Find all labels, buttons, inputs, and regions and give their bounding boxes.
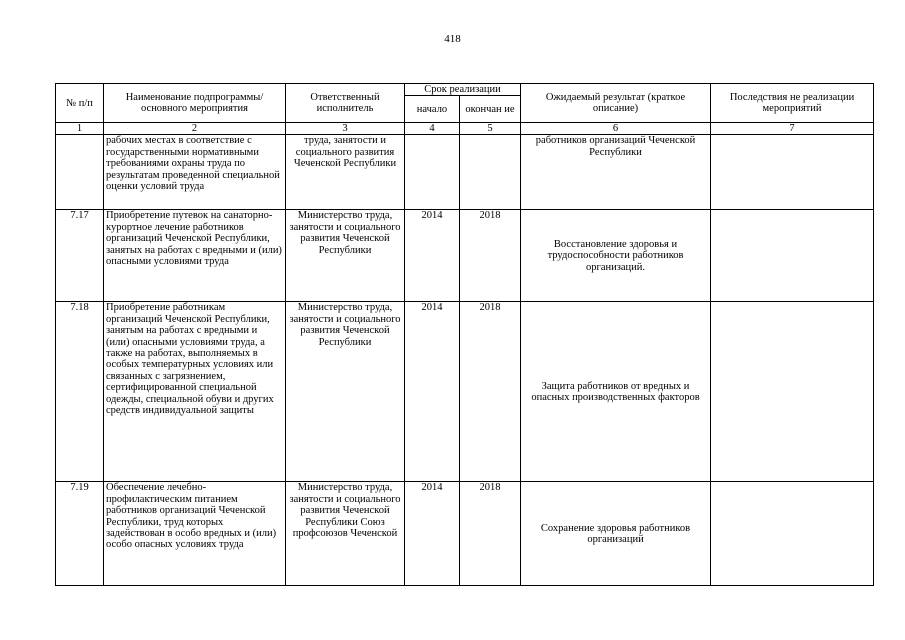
table-row — [56, 210, 874, 302]
row-num: 7.19 — [56, 482, 104, 586]
row-num: 7.18 — [56, 302, 104, 482]
col-number: 4 — [405, 123, 460, 135]
col-number: 1 — [56, 123, 104, 135]
col-number: 6 — [521, 123, 711, 135]
row-consequences — [711, 482, 874, 586]
row-executor: Министерство труда, занятости и социального развития Чеченской Республики — [286, 210, 405, 302]
row-start: 2014 — [405, 482, 460, 586]
header-start: начало — [405, 96, 460, 123]
row-result: Сохранение здоровья работников организаций — [521, 482, 711, 586]
header-executor: Ответственный исполнитель — [286, 84, 405, 123]
row-name: Приобретение работникам организаций Чеченской Республики, занятым на работах с вредными и (или) опасными условиями труда, а также на работах, выполняемых в особых температурных условиях или связанных с загрязнением, сертифицированной специальной одежды, специальной обуви и других средств индивидуальной защиты — [104, 302, 286, 482]
row-end — [460, 135, 521, 210]
header-result: Ожидаемый результат (краткое описание) — [521, 84, 711, 123]
row-end: 2018 — [460, 302, 521, 482]
row-consequences — [711, 210, 874, 302]
header-period: Срок реализации — [405, 84, 521, 96]
col-number: 5 — [460, 123, 521, 135]
row-executor: Министерство труда, занятости и социального развития Чеченской Республики — [286, 302, 405, 482]
row-name: Обеспечение лечебно-профилактическим питанием работников организаций Чеченской Республики, труд которых задействован в особо вредных и (или) особо опасных условиях труда — [104, 482, 286, 586]
table-row — [56, 482, 874, 586]
col-number: 2 — [104, 123, 286, 135]
col-number: 3 — [286, 123, 405, 135]
table-row — [56, 135, 874, 210]
row-result: Восстановление здоровья и трудоспособности работников организаций. — [521, 210, 711, 302]
row-result: Защита работников от вредных и опасных производственных факторов — [521, 302, 711, 482]
row-num: 7.17 — [56, 210, 104, 302]
header-end: окончан ие — [460, 96, 521, 123]
row-start: 2014 — [405, 210, 460, 302]
row-consequences — [711, 302, 874, 482]
row-start — [405, 135, 460, 210]
header-consequences: Последствия не реализации мероприятий — [711, 84, 874, 123]
row-start: 2014 — [405, 302, 460, 482]
row-num — [56, 135, 104, 210]
page-number: 418 — [444, 33, 461, 45]
row-consequences — [711, 135, 874, 210]
header-num: № п/п — [56, 84, 104, 123]
row-name: рабочих местах в соответствие с государственными нормативными требованиями охраны труда по результатам проведенной специальной оценки условий труда — [104, 135, 286, 210]
row-executor: труда, занятости и социального развития Чеченской Республики — [286, 135, 405, 210]
row-end: 2018 — [460, 210, 521, 302]
header-name: Наименование подпрограммы/ основного мероприятия — [104, 84, 286, 123]
row-end: 2018 — [460, 482, 521, 586]
row-executor: Министерство труда, занятости и социального развития Чеченской Республики Союз профсоюзов Чеченской — [286, 482, 405, 586]
table-row — [56, 302, 874, 482]
col-number: 7 — [711, 123, 874, 135]
row-name: Приобретение путевок на санаторно-курортное лечение работников организаций Чеченской Республики, занятых на работах с вредными и (или) опасными условиями труда — [104, 210, 286, 302]
measures-table — [55, 83, 874, 586]
row-result: работников организаций Чеченской Республики — [521, 135, 711, 210]
